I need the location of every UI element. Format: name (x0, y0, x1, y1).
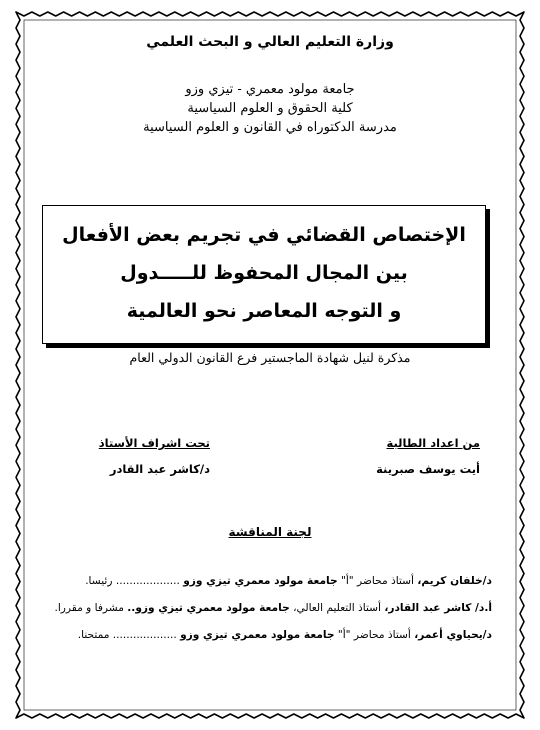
member-title: أستاذ التعليم العالي، (289, 602, 385, 614)
university-name: جامعة مولود معمري - تيزي وزو (185, 82, 355, 97)
member-title: أستاذ محاضر "أ" (337, 575, 418, 587)
thesis-title (43, 216, 485, 330)
student-label: من اعداد الطالبة (386, 436, 480, 450)
member-role: مشرفا و مقررا. (54, 602, 128, 614)
committee-member (36, 622, 492, 649)
committee-list (36, 568, 492, 649)
supervisor-label: تحت اشراف الأستاذ (98, 436, 210, 450)
student-name: أيت يوسف صبرينة (376, 462, 480, 476)
member-institution: جامعة مولود معمري تيزي وزو.. (127, 602, 290, 614)
member-institution: جامعة مولود معمري تيزي وزو (180, 629, 335, 641)
student-block (376, 430, 480, 482)
member-title: أستاذ محاضر "أ" (334, 629, 415, 641)
institution-block (40, 80, 500, 137)
member-role: ................... ممتحنا. (77, 629, 181, 641)
memo-purpose: مذكرة لنيل شهادة الماجستير فرع القانون الدولي العام (129, 350, 411, 365)
member-institution: جامعة مولود معمري تيزي وزو (183, 575, 338, 587)
thesis-title-line: و التوجه المعاصر نحو العالمية (126, 300, 402, 322)
supervisor-name: د/كاشر عبد القادر (109, 462, 210, 476)
committee-member (36, 595, 492, 622)
supervisor-block (60, 430, 210, 482)
member-name: أ.د/ كاشر عبد القادر، (384, 602, 492, 614)
thesis-title-line: بين المجال المحفوظ للـــــدول (120, 262, 408, 284)
committee-title: لجنة المناقشة (228, 525, 312, 539)
ministry-name: وزارة التعليم العالي و البحث العلمي (146, 34, 394, 50)
member-name: د/يحياوي أعمر، (414, 629, 492, 641)
doctoral-school-name: مدرسة الدكتوراه في القانون و العلوم السياسية (143, 120, 397, 135)
member-role: ................... رئيسا. (85, 575, 184, 587)
thesis-title-box (42, 205, 486, 344)
thesis-title-line: الإختصاص القضائي في تجريم بعض الأفعال (62, 224, 466, 246)
committee-member (36, 568, 492, 595)
member-name: د/خلفان كريم، (417, 575, 492, 587)
faculty-name: كلية الحقوق و العلوم السياسية (187, 101, 353, 116)
